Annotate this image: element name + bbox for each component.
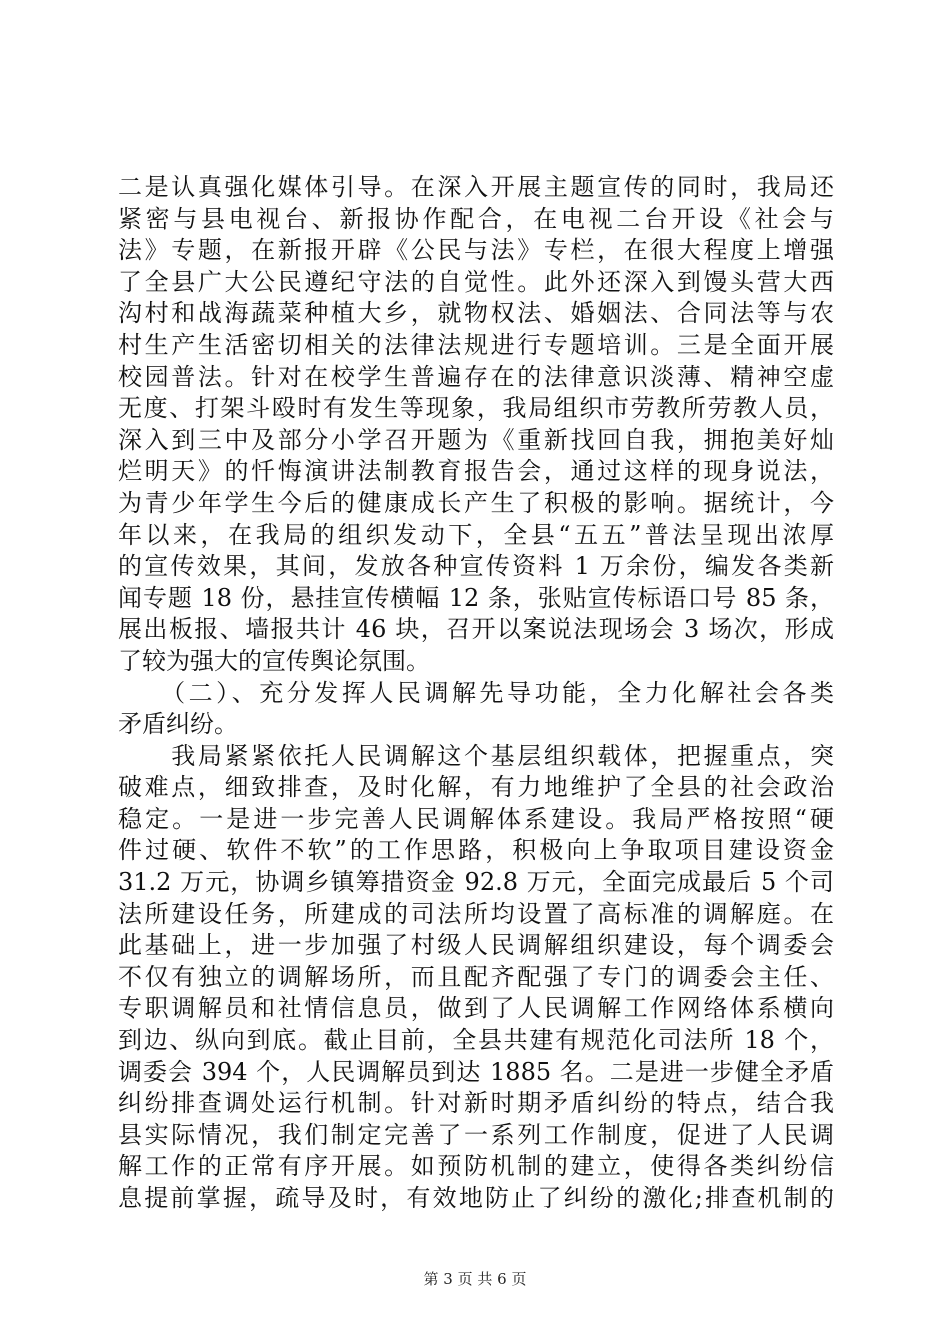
- text-line: 调委会 394 个，人民调解员到达 1885 名。二是进一步健全矛盾: [118, 1057, 834, 1086]
- text-line: 息提前掌握，疏导及时，有效地防止了纠纷的激化;排查机制的: [118, 1184, 834, 1212]
- text-line: 了全县广大公民遵纪守法的自觉性。此外还深入到馒头营大西: [118, 267, 834, 296]
- text-line: 紧密与县电视台、新报协作配合，在电视二台开设《社会与: [118, 204, 834, 233]
- text-line: 无度、打架斗殴时有发生等现象，我局组织市劳教所劳教人员，: [118, 394, 834, 423]
- section-heading-line: （二）、充分发挥人民调解先导功能，全力化解社会各类: [118, 678, 834, 707]
- text-line: 专职调解员和社情信息员，做到了人民调解工作网络体系横向: [118, 994, 834, 1023]
- text-line: 此基础上，进一步加强了村级人民调解组织建设，每个调委会: [118, 931, 834, 960]
- text-line: 闻专题 18 份，悬挂宣传横幅 12 条，张贴宣传标语口号 85 条，: [118, 583, 834, 612]
- text-line: 件过硬、软件不软”的工作思路，积极向上争取项目建设资金: [118, 836, 834, 865]
- text-line: 法》专题，在新报开辟《公民与法》专栏，在很大程度上增强: [118, 236, 834, 265]
- text-line: 的宣传效果，其间，发放各种宣传资料 1 万余份，编发各类新: [118, 552, 834, 581]
- text-line: 稳定。一是进一步完善人民调解体系建设。我局严格按照“硬: [118, 804, 834, 833]
- text-line: 村生产生活密切相关的法律法规进行专题培训。三是全面开展: [118, 330, 834, 359]
- page-footer: 第 3 页 共 6 页: [423, 1270, 527, 1288]
- text-line: 为青少年学生今后的健康成长产生了积极的影响。据统计，今: [118, 488, 834, 517]
- document-body: [118, 172, 834, 1215]
- text-line: 解工作的正常有序开展。如预防机制的建立，使得各类纠纷信: [118, 1152, 834, 1181]
- text-line: 展出板报、墙报共计 46 块，召开以案说法现场会 3 场次，形成: [118, 615, 834, 644]
- section-heading-end-line: 矛盾纠纷。: [118, 710, 238, 739]
- text-line: 纠纷排查调处运行机制。针对新时期矛盾纠纷的特点，结合我: [118, 1089, 834, 1118]
- text-line: 深入到三中及部分小学召开题为《重新找回自我，拥抱美好灿: [118, 425, 834, 454]
- text-line: 年以来，在我局的组织发动下，全县“五五”普法呈现出浓厚: [118, 520, 834, 549]
- paragraph-start-line: 我局紧紧依托人民调解这个基层组织载体，把握重点，突: [118, 741, 834, 770]
- text-line: 破难点，细致排查，及时化解，有力地维护了全县的社会政治: [118, 773, 834, 802]
- text-line: 不仅有独立的调解场所，而且配齐配强了专门的调委会主任、: [118, 962, 834, 991]
- text-line: 法所建设任务，所建成的司法所均设置了高标准的调解庭。在: [118, 899, 834, 928]
- text-line: 到边、纵向到底。截止目前，全县共建有规范化司法所 18 个，: [118, 1026, 834, 1055]
- text-line: 31.2 万元，协调乡镇筹措资金 92.8 万元，全面完成最后 5 个司: [118, 868, 834, 897]
- text-line: 沟村和战海蔬菜种植大乡，就物权法、婚姻法、合同法等与农: [118, 299, 834, 328]
- paragraph-end-line: 了较为强大的宣传舆论氛围。: [118, 646, 430, 675]
- text-line: 烂明天》的忏悔演讲法制教育报告会，通过这样的现身说法，: [118, 457, 834, 486]
- text-line: 县实际情况，我们制定完善了一系列工作制度，促进了人民调: [118, 1120, 834, 1149]
- text-line: 校园普法。针对在校学生普遍存在的法律意识淡薄、精神空虚: [118, 362, 834, 391]
- text-line: 二是认真强化媒体引导。在深入开展主题宣传的同时，我局还: [118, 173, 834, 201]
